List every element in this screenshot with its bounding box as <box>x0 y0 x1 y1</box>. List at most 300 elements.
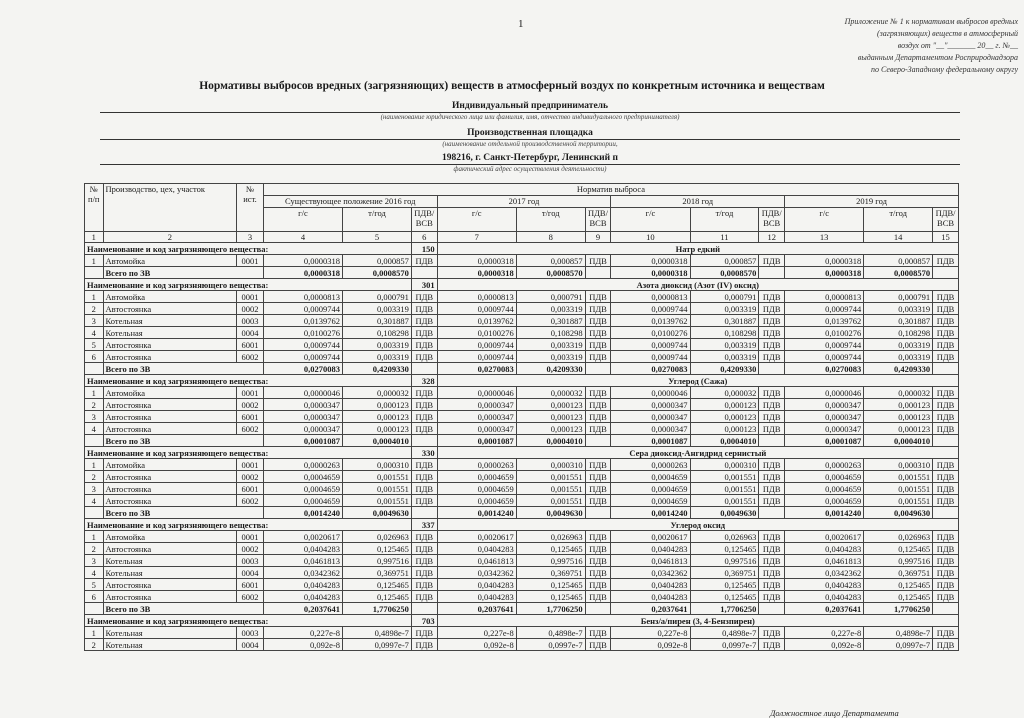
col-source-header: № ист. <box>237 184 264 232</box>
cell <box>585 435 611 447</box>
gs-value: 0,0461813 <box>263 555 342 567</box>
ty-value: 0,108298 <box>343 327 412 339</box>
total-ty: 1,7706250 <box>864 603 933 615</box>
column-number: 15 <box>933 232 959 243</box>
source-number: 0002 <box>237 399 264 411</box>
column-number: 14 <box>864 232 933 243</box>
ty-value: 0,000791 <box>343 291 412 303</box>
table-row <box>85 579 959 591</box>
pdv-value: ПДВ <box>759 339 785 351</box>
ty-value: 0,301887 <box>516 315 585 327</box>
total-gs: 0,2037641 <box>263 603 342 615</box>
total-ty: 0,0008570 <box>516 267 585 279</box>
source-number: 0002 <box>237 543 264 555</box>
cell <box>411 363 437 375</box>
total-ty: 0,4209330 <box>864 363 933 375</box>
pdv-value: ПДВ <box>759 567 785 579</box>
pdv-value: ПДВ <box>411 339 437 351</box>
ty-value: 0,001551 <box>690 471 759 483</box>
pdv-value: ПДВ <box>759 579 785 591</box>
total-gs: 0,0014240 <box>785 507 864 519</box>
pdv-value: ПДВ <box>933 627 959 639</box>
gs-value: 0,0404283 <box>437 579 516 591</box>
cell <box>85 267 104 279</box>
gs-value: 0,0009744 <box>611 303 690 315</box>
source-number: 0004 <box>237 567 264 579</box>
cell <box>759 267 785 279</box>
total-label: Всего по ЗВ <box>103 435 263 447</box>
gs-value: 0,0404283 <box>437 591 516 603</box>
gs-value: 0,0404283 <box>611 543 690 555</box>
pdv-value: ПДВ <box>933 399 959 411</box>
total-gs: 0,2037641 <box>437 603 516 615</box>
table-row <box>85 567 959 579</box>
row-number: 3 <box>85 411 104 423</box>
pdv-header: ПДВ/ ВСВ <box>411 208 437 232</box>
source-number: 6002 <box>237 495 264 507</box>
pdv-value: ПДВ <box>411 471 437 483</box>
row-number: 2 <box>85 471 104 483</box>
source-number: 0003 <box>237 315 264 327</box>
pdv-value: ПДВ <box>411 411 437 423</box>
pdv-value: ПДВ <box>411 567 437 579</box>
pdv-value: ПДВ <box>759 423 785 435</box>
row-number: 1 <box>85 531 104 543</box>
gs-value: 0,0004659 <box>785 495 864 507</box>
ty-value: 0,003319 <box>516 351 585 363</box>
ty-value: 0,125465 <box>690 591 759 603</box>
pdv-value: ПДВ <box>585 543 611 555</box>
source-number: 6002 <box>237 591 264 603</box>
pdv-value: ПДВ <box>585 555 611 567</box>
column-number: 1 <box>85 232 104 243</box>
pdv-header: ПДВ/ ВСВ <box>585 208 611 232</box>
total-gs: 0,0270083 <box>437 363 516 375</box>
gs-value: 0,0004659 <box>263 483 342 495</box>
gs-value: 0,0404283 <box>785 579 864 591</box>
gs-value: 0,0461813 <box>785 555 864 567</box>
pdv-value: ПДВ <box>933 483 959 495</box>
table-row <box>85 255 959 267</box>
ty-value: 0,301887 <box>864 315 933 327</box>
ty-value: 0,301887 <box>690 315 759 327</box>
ty-value: 0,000123 <box>343 399 412 411</box>
ty-value: 0,0997e-7 <box>516 639 585 651</box>
ty-value: 0,003319 <box>864 339 933 351</box>
address-caption: фактический адрес осуществления деятельности) <box>453 165 607 173</box>
pdv-header: ПДВ/ ВСВ <box>933 208 959 232</box>
gs-value: 0,0000813 <box>611 291 690 303</box>
ty-value: 0,000123 <box>516 399 585 411</box>
ty-value: 0,000310 <box>343 459 412 471</box>
cell <box>85 435 104 447</box>
production-name: Автомойка <box>103 291 237 303</box>
pdv-value: ПДВ <box>411 423 437 435</box>
total-gs: 0,0000318 <box>437 267 516 279</box>
pdv-value: ПДВ <box>759 399 785 411</box>
gs-value: 0,0000347 <box>437 423 516 435</box>
row-number: 2 <box>85 303 104 315</box>
source-number: 0003 <box>237 627 264 639</box>
appendix-line: Приложение № 1 к нормативам выбросов вредных <box>844 17 1018 26</box>
substance-name: Натр едкий <box>437 243 958 255</box>
substance-name: Углерод (Сажа) <box>437 375 958 387</box>
ty-value: 0,000123 <box>516 423 585 435</box>
pdv-value: ПДВ <box>933 339 959 351</box>
pdv-value: ПДВ <box>759 351 785 363</box>
gs-value: 0,0100276 <box>785 327 864 339</box>
pdv-value: ПДВ <box>585 579 611 591</box>
pdv-value: ПДВ <box>759 303 785 315</box>
pdv-value: ПДВ <box>585 327 611 339</box>
cell <box>411 507 437 519</box>
pdv-value: ПДВ <box>411 579 437 591</box>
ty-value: 0,026963 <box>343 531 412 543</box>
ty-value: 0,000791 <box>864 291 933 303</box>
ty-value: 0,000123 <box>343 423 412 435</box>
cell <box>933 603 959 615</box>
ty-value: 0,000123 <box>690 411 759 423</box>
gs-value: 0,0000813 <box>785 291 864 303</box>
ty-value: 0,000123 <box>343 411 412 423</box>
ty-value: 0,125465 <box>516 579 585 591</box>
total-gs: 0,0000318 <box>263 267 342 279</box>
row-number: 3 <box>85 315 104 327</box>
ty-value: 0,003319 <box>343 339 412 351</box>
table-row <box>85 591 959 603</box>
source-number: 6002 <box>237 351 264 363</box>
ty-value: 0,125465 <box>516 543 585 555</box>
substance-name: Сера диоксид-Ангидрид сернистый <box>437 447 958 459</box>
pdv-value: ПДВ <box>411 327 437 339</box>
table-row <box>85 411 959 423</box>
column-number: 13 <box>785 232 864 243</box>
pdv-value: ПДВ <box>933 495 959 507</box>
cell <box>759 507 785 519</box>
gs-value: 0,227e-8 <box>437 627 516 639</box>
source-number: 0002 <box>237 471 264 483</box>
ty-value: 0,000857 <box>690 255 759 267</box>
ty-value: 0,0997e-7 <box>343 639 412 651</box>
column-number: 3 <box>237 232 264 243</box>
gs-value: 0,0000046 <box>437 387 516 399</box>
total-label: Всего по ЗВ <box>103 267 263 279</box>
pdv-value: ПДВ <box>585 387 611 399</box>
substance-code: 337 <box>411 519 437 531</box>
pdv-value: ПДВ <box>585 423 611 435</box>
gs-value: 0,0004659 <box>785 471 864 483</box>
cell <box>411 267 437 279</box>
gs-value: 0,0000347 <box>263 399 342 411</box>
ty-value: 0,026963 <box>864 531 933 543</box>
substance-label: Наименование и код загрязняющего вещества: <box>85 243 412 255</box>
gs-value: 0,0009744 <box>785 303 864 315</box>
pdv-value: ПДВ <box>411 459 437 471</box>
gs-value: 0,0000347 <box>785 423 864 435</box>
table-row <box>85 315 959 327</box>
table-row <box>85 495 959 507</box>
total-ty: 0,0004010 <box>516 435 585 447</box>
ty-value: 0,003319 <box>343 303 412 315</box>
ty-value: 0,000123 <box>516 411 585 423</box>
gs-value: 0,0404283 <box>263 543 342 555</box>
cell <box>85 363 104 375</box>
source-number: 0001 <box>237 387 264 399</box>
ty-value: 0,001551 <box>864 471 933 483</box>
cell <box>411 603 437 615</box>
ty-value: 0,125465 <box>864 591 933 603</box>
pdv-value: ПДВ <box>411 351 437 363</box>
pdv-value: ПДВ <box>759 459 785 471</box>
pdv-value: ПДВ <box>585 591 611 603</box>
pdv-value: ПДВ <box>933 411 959 423</box>
cell <box>759 603 785 615</box>
ty-value: 0,001551 <box>864 483 933 495</box>
total-ty: 0,0004010 <box>690 435 759 447</box>
substance-code: 301 <box>411 279 437 291</box>
gs-value: 0,0000813 <box>437 291 516 303</box>
ty-value: 0,108298 <box>690 327 759 339</box>
page-number: 1 <box>518 18 524 30</box>
gs-value: 0,0009744 <box>263 351 342 363</box>
total-gs: 0,0270083 <box>611 363 690 375</box>
row-number: 5 <box>85 339 104 351</box>
ty-value: 0,000857 <box>516 255 585 267</box>
gs-value: 0,0404283 <box>263 591 342 603</box>
document-title: Нормативы выбросов вредных (загрязняющих) веществ в атмосферный воздух по конкретным источника и веществам <box>199 80 825 92</box>
ty-value: 0,000123 <box>690 399 759 411</box>
gs-value: 0,0404283 <box>785 591 864 603</box>
substance-label: Наименование и код загрязняющего вещества: <box>85 519 412 531</box>
table-row <box>85 327 959 339</box>
gs-value: 0,0100276 <box>263 327 342 339</box>
pdv-value: ПДВ <box>759 531 785 543</box>
pdv-value: ПДВ <box>585 627 611 639</box>
table-row <box>85 627 959 639</box>
pdv-value: ПДВ <box>933 387 959 399</box>
pdv-value: ПДВ <box>411 255 437 267</box>
ty-value: 0,000032 <box>864 387 933 399</box>
table-row <box>85 423 959 435</box>
gs-value: 0,0000347 <box>785 411 864 423</box>
total-gs: 0,0001087 <box>611 435 690 447</box>
ty-value: 0,125465 <box>864 579 933 591</box>
pdv-value: ПДВ <box>933 423 959 435</box>
gs-value: 0,0009744 <box>263 303 342 315</box>
column-number: 4 <box>263 232 342 243</box>
pdv-value: ПДВ <box>411 483 437 495</box>
pdv-value: ПДВ <box>585 291 611 303</box>
total-ty: 0,0049630 <box>864 507 933 519</box>
pdv-value: ПДВ <box>411 387 437 399</box>
ty-value: 0,000123 <box>864 411 933 423</box>
total-gs: 0,0014240 <box>263 507 342 519</box>
pdv-value: ПДВ <box>411 315 437 327</box>
production-name: Автостоянка <box>103 591 237 603</box>
row-number: 1 <box>85 291 104 303</box>
ty-value: 0,001551 <box>343 495 412 507</box>
gs-value: 0,0000046 <box>263 387 342 399</box>
gs-value: 0,0000263 <box>611 459 690 471</box>
column-number: 10 <box>611 232 690 243</box>
table-row <box>85 399 959 411</box>
col-production-header: Производство, цех, участок <box>103 184 237 232</box>
total-ty: 0,4209330 <box>516 363 585 375</box>
production-name: Автомойка <box>103 255 237 267</box>
pdv-value: ПДВ <box>411 591 437 603</box>
pdv-value: ПДВ <box>585 567 611 579</box>
production-name: Автомойка <box>103 459 237 471</box>
table-row <box>85 555 959 567</box>
pdv-value: ПДВ <box>933 351 959 363</box>
substance-code: 150 <box>411 243 437 255</box>
total-ty: 0,4209330 <box>343 363 412 375</box>
ty-header: т/год <box>516 208 585 232</box>
ty-value: 0,003319 <box>690 303 759 315</box>
substance-code: 703 <box>411 615 437 627</box>
total-ty: 0,0008570 <box>690 267 759 279</box>
total-gs: 0,0001087 <box>785 435 864 447</box>
ty-value: 0,997516 <box>864 555 933 567</box>
pdv-value: ПДВ <box>933 255 959 267</box>
column-number: 5 <box>343 232 412 243</box>
total-gs: 0,0001087 <box>437 435 516 447</box>
source-number: 6001 <box>237 483 264 495</box>
row-number: 5 <box>85 579 104 591</box>
row-number: 1 <box>85 255 104 267</box>
gs-value: 0,092e-8 <box>785 639 864 651</box>
total-label: Всего по ЗВ <box>103 507 263 519</box>
production-name: Автостоянка <box>103 579 237 591</box>
gs-value: 0,0009744 <box>611 351 690 363</box>
appendix-line: (загрязняющих) веществ в атмосферный <box>876 29 1018 38</box>
total-gs: 0,0270083 <box>785 363 864 375</box>
ty-value: 0,026963 <box>516 531 585 543</box>
pdv-value: ПДВ <box>411 531 437 543</box>
total-label: Всего по ЗВ <box>103 363 263 375</box>
pdv-value: ПДВ <box>585 255 611 267</box>
ty-value: 0,001551 <box>516 483 585 495</box>
gs-value: 0,092e-8 <box>437 639 516 651</box>
gs-value: 0,0004659 <box>437 495 516 507</box>
gs-value: 0,0000263 <box>263 459 342 471</box>
footer-signature-label: Должностное лицо Департамента <box>770 708 899 718</box>
appendix-note <box>813 16 1018 76</box>
row-number: 6 <box>85 591 104 603</box>
pdv-value: ПДВ <box>759 483 785 495</box>
pdv-value: ПДВ <box>585 315 611 327</box>
ty-value: 0,000791 <box>690 291 759 303</box>
ty-value: 0,000032 <box>516 387 585 399</box>
substance-header-row <box>85 279 959 291</box>
total-gs: 0,0014240 <box>437 507 516 519</box>
pdv-value: ПДВ <box>759 591 785 603</box>
source-number: 6001 <box>237 339 264 351</box>
gs-value: 0,0009744 <box>785 339 864 351</box>
table-row <box>85 291 959 303</box>
gs-value: 0,0009744 <box>437 339 516 351</box>
pdv-value: ПДВ <box>585 531 611 543</box>
total-ty: 1,7706250 <box>690 603 759 615</box>
substance-code: 330 <box>411 447 437 459</box>
gs-value: 0,0404283 <box>785 543 864 555</box>
gs-value: 0,0342362 <box>437 567 516 579</box>
total-ty: 0,0049630 <box>690 507 759 519</box>
pdv-value: ПДВ <box>759 291 785 303</box>
production-name: Котельная <box>103 315 237 327</box>
pdv-value: ПДВ <box>933 567 959 579</box>
row-number: 3 <box>85 483 104 495</box>
ty-value: 0,125465 <box>343 579 412 591</box>
ty-value: 0,125465 <box>864 543 933 555</box>
row-number: 2 <box>85 639 104 651</box>
ty-value: 0,000123 <box>864 423 933 435</box>
gs-value: 0,0009744 <box>611 339 690 351</box>
source-number: 0004 <box>237 327 264 339</box>
gs-value: 0,0004659 <box>437 483 516 495</box>
gs-value: 0,227e-8 <box>611 627 690 639</box>
ty-value: 0,001551 <box>690 495 759 507</box>
ty-value: 0,026963 <box>690 531 759 543</box>
total-row <box>85 603 959 615</box>
gs-value: 0,0000347 <box>263 423 342 435</box>
gs-value: 0,0404283 <box>437 543 516 555</box>
gs-value: 0,0404283 <box>611 579 690 591</box>
gs-value: 0,0100276 <box>611 327 690 339</box>
gs-value: 0,0000263 <box>785 459 864 471</box>
row-number: 3 <box>85 555 104 567</box>
gs-header: г/с <box>785 208 864 232</box>
gs-value: 0,0000347 <box>437 399 516 411</box>
entity-block <box>100 100 960 122</box>
gs-value: 0,0020617 <box>263 531 342 543</box>
cell <box>85 603 104 615</box>
ty-value: 0,108298 <box>516 327 585 339</box>
pdv-value: ПДВ <box>933 579 959 591</box>
source-number: 0002 <box>237 303 264 315</box>
ty-value: 0,0997e-7 <box>690 639 759 651</box>
gs-value: 0,0000813 <box>263 291 342 303</box>
cell <box>933 363 959 375</box>
ty-value: 0,001551 <box>343 471 412 483</box>
table-row <box>85 303 959 315</box>
table-row <box>85 639 959 651</box>
substance-label: Наименование и код загрязняющего вещества: <box>85 447 412 459</box>
row-number: 1 <box>85 627 104 639</box>
production-name: Автостоянка <box>103 411 237 423</box>
pdv-value: ПДВ <box>933 327 959 339</box>
total-ty: 0,0008570 <box>343 267 412 279</box>
total-ty: 0,0049630 <box>343 507 412 519</box>
gs-value: 0,0139762 <box>263 315 342 327</box>
table-row <box>85 531 959 543</box>
gs-value: 0,0004659 <box>611 471 690 483</box>
column-number: 7 <box>437 232 516 243</box>
total-label: Всего по ЗВ <box>103 603 263 615</box>
pdv-value: ПДВ <box>585 303 611 315</box>
pdv-value: ПДВ <box>933 555 959 567</box>
pdv-value: ПДВ <box>759 387 785 399</box>
pdv-value: ПДВ <box>933 543 959 555</box>
substance-label: Наименование и код загрязняющего вещества: <box>85 375 412 387</box>
gs-value: 0,0000318 <box>785 255 864 267</box>
pdv-value: ПДВ <box>585 459 611 471</box>
substance-header-row <box>85 375 959 387</box>
gs-value: 0,0000318 <box>611 255 690 267</box>
gs-header: г/с <box>263 208 342 232</box>
production-name: Котельная <box>103 327 237 339</box>
gs-header: г/с <box>437 208 516 232</box>
